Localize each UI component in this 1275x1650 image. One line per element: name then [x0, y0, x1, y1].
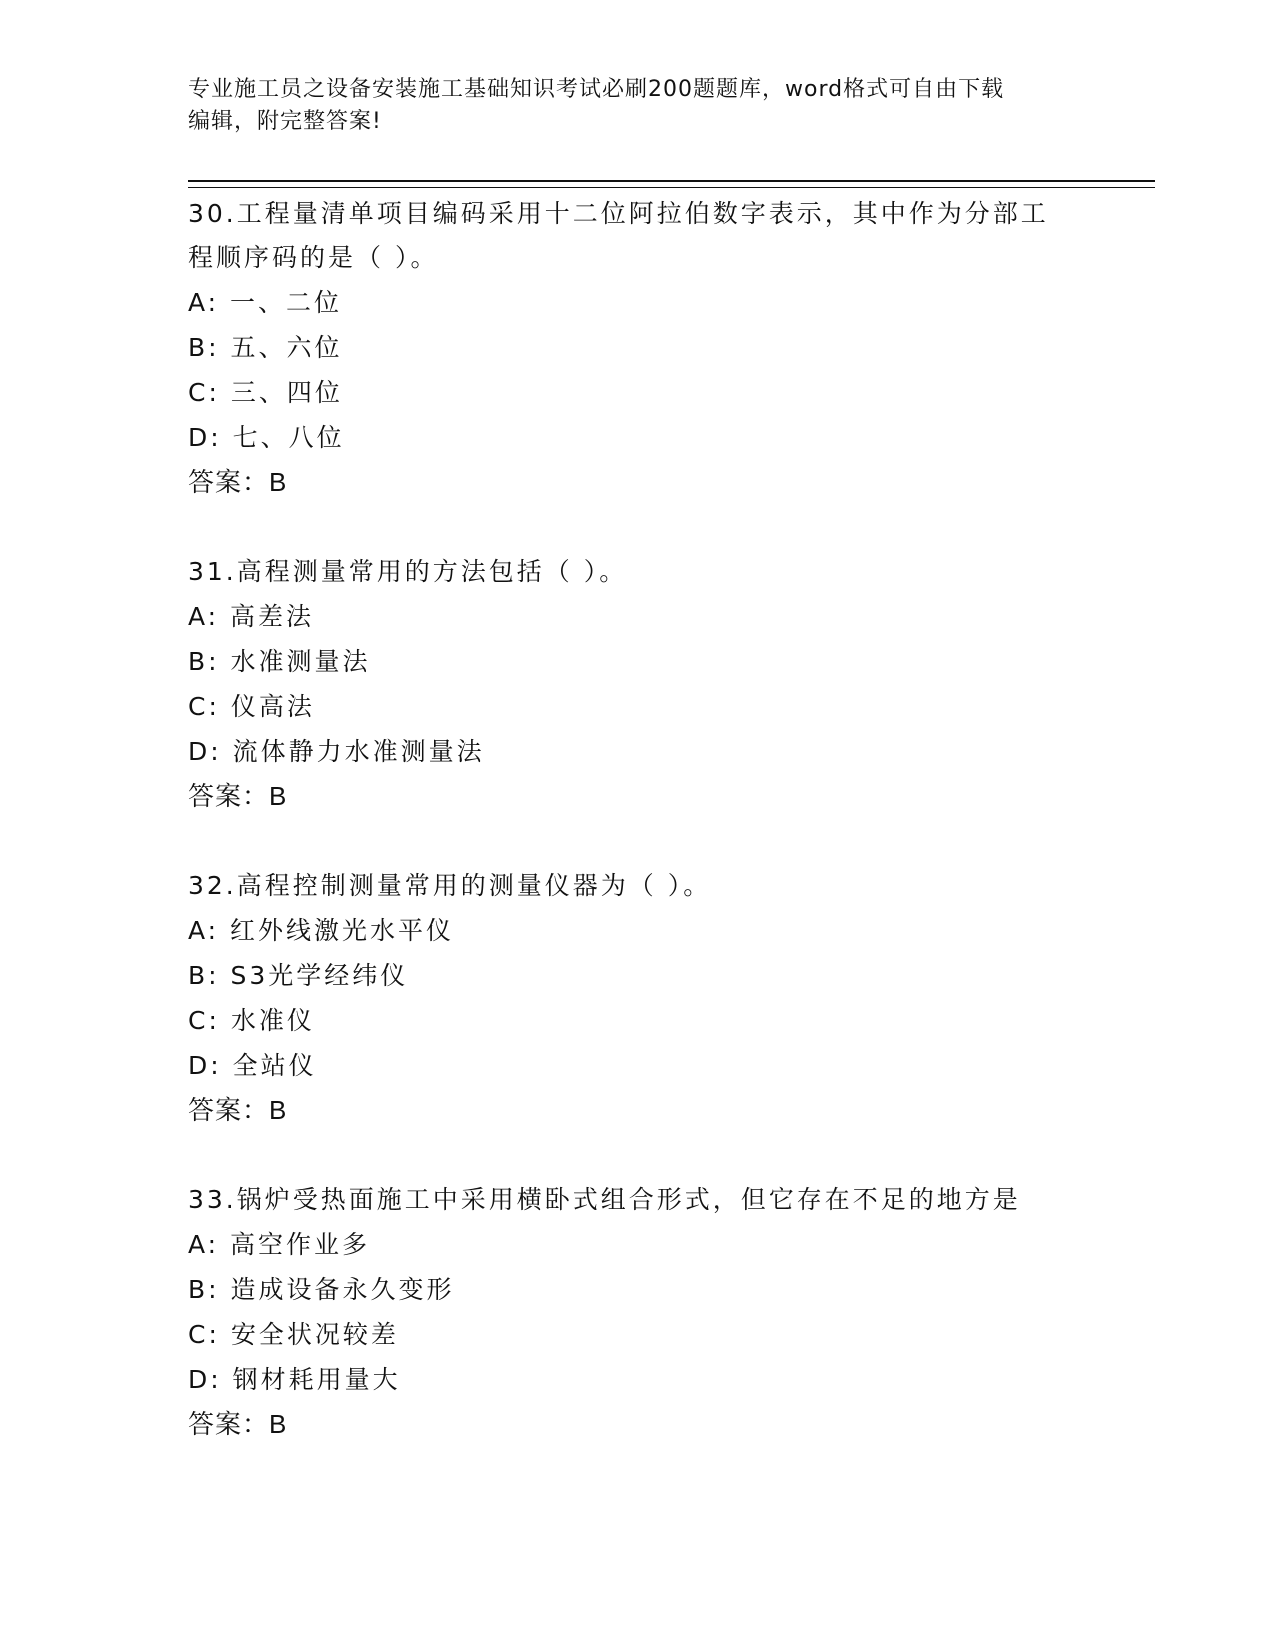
question-text-line1: 32.高程控制测量常用的测量仪器为（ ）。: [188, 871, 712, 900]
answer: 答案：B: [188, 781, 288, 811]
header-divider: [188, 180, 1155, 188]
header-title-line2: 编辑，附完整答案!: [188, 109, 382, 134]
option-a: A: 红外线激光水平仪: [188, 916, 455, 945]
question-32: [188, 864, 1118, 1132]
answer: 答案：B: [188, 467, 288, 497]
option-d: D: 流体静力水准测量法: [188, 737, 485, 766]
answer: 答案：B: [188, 1409, 288, 1439]
question-text-line1: 33.锅炉受热面施工中采用横卧式组合形式，但它存在不足的地方是: [188, 1185, 1021, 1214]
question-text-line1: 31.高程测量常用的方法包括（ ）。: [188, 557, 628, 586]
answer: 答案：B: [188, 1095, 288, 1125]
option-d: D: 七、八位: [188, 423, 345, 452]
option-c: C: 仪高法: [188, 692, 315, 721]
option-b: B: 水准测量法: [188, 647, 371, 676]
option-a: A: 一、二位: [188, 288, 343, 317]
question-list: [188, 192, 1118, 1492]
option-b: B: 五、六位: [188, 333, 343, 362]
option-a: A: 高差法: [188, 602, 315, 631]
document-header: [188, 74, 1088, 138]
option-c: C: 水准仪: [188, 1006, 315, 1035]
option-d: D: 全站仪: [188, 1051, 317, 1080]
header-title-line1: 专业施工员之设备安装施工基础知识考试必刷200题题库，word格式可自由下载: [188, 77, 1005, 102]
question-30: [188, 192, 1118, 504]
question-31: [188, 550, 1118, 818]
option-a: A: 高空作业多: [188, 1230, 371, 1259]
question-33: [188, 1178, 1118, 1446]
option-c: C: 安全状况较差: [188, 1320, 399, 1349]
option-d: D: 钢材耗用量大: [188, 1365, 401, 1394]
option-c: C: 三、四位: [188, 378, 343, 407]
question-text-line1: 30.工程量清单项目编码采用十二位阿拉伯数字表示，其中作为分部工: [188, 199, 1049, 228]
option-b: B: S3光学经纬仪: [188, 961, 409, 990]
option-b: B: 造成设备永久变形: [188, 1275, 455, 1304]
question-text-line2: 程顺序码的是（ ）。: [188, 243, 439, 272]
